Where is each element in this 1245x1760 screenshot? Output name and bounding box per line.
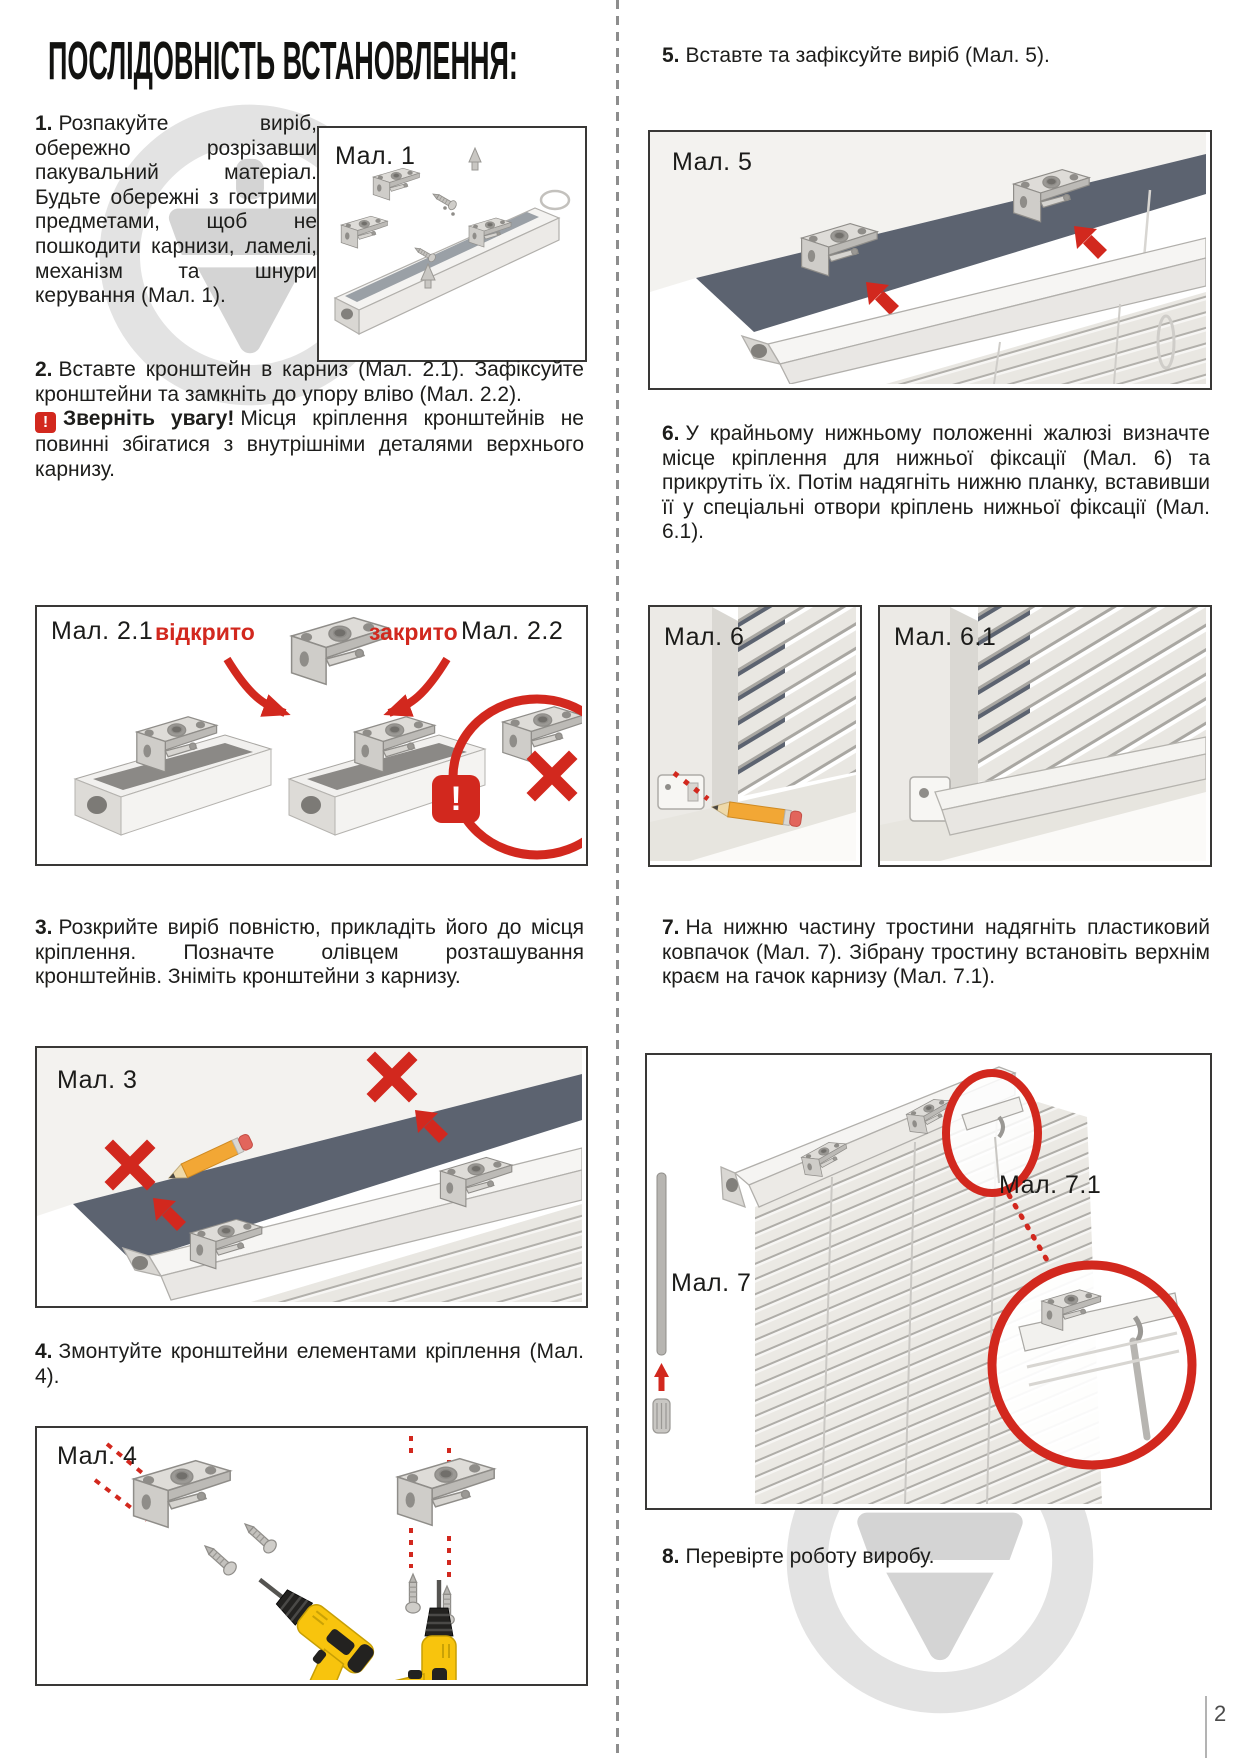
state-closed-label: закрито: [369, 619, 458, 645]
figure-6-1-box: [878, 605, 1212, 867]
figure-3-box: [35, 1046, 588, 1308]
step-text: Розкрийте виріб повністю, прикладіть його до місця кріплення. Позначте олівцем розташування кронштейнів. Зніміть кронштейни з карнизу.: [35, 916, 584, 989]
step-6: [662, 422, 1210, 545]
figure-7-label: Мал. 7: [671, 1269, 752, 1297]
figure-5-label: Мал. 5: [672, 148, 753, 176]
figure-6-1-label: Мал. 6.1: [894, 623, 997, 651]
page-number: 2: [1214, 1701, 1227, 1726]
step-5: [662, 44, 1208, 69]
figure-6-label: Мал. 6: [664, 623, 745, 651]
step-text: Розпакуйте виріб, обережно розрізавши пакувальний матеріал. Будьте обережні з гострими предметами, щоб не пошкодити карнизи, ламелі, механізм та шнури керування (Мал. 1).: [35, 112, 317, 308]
step-4: [35, 1340, 584, 1389]
step-text: На нижню частину тростини надягніть пластиковий ковпачок (Мал. 7). Зібрану тростину встановіть верхнім краєм на гачок карнизу (Мал. 7.1).: [662, 916, 1210, 989]
figure-7-box: [645, 1053, 1212, 1510]
step-7: [662, 916, 1210, 990]
figure-4-label: Мал. 4: [57, 1442, 138, 1470]
page-number-divider: [1205, 1696, 1207, 1758]
warning-icon: !: [432, 775, 480, 823]
figure-1-label: Мал. 1: [335, 142, 416, 170]
figure-3-label: Мал. 3: [57, 1066, 138, 1094]
page-title: ПОСЛІДОВНІСТЬ ВСТАНОВЛЕННЯ:: [48, 31, 518, 91]
step-number: 8.: [662, 1545, 680, 1568]
step-text: Перевірте роботу виробу.: [685, 1545, 935, 1568]
figure-1-box: [317, 126, 587, 362]
figure-6-box: [648, 605, 862, 867]
step-number: 3.: [35, 916, 53, 939]
step-text: Вставте кронштейн в карниз (Мал. 2.1). Зафіксуйте кронштейни та замкніть до упору вліво (Мал. 2.2).: [35, 358, 584, 406]
figure-2-2-label: Мал. 2.2: [461, 617, 564, 645]
step-3: [35, 916, 584, 990]
warning-text: Місця кріплення кронштейнів не повинні збігатися з внутрішніми деталями верхнього карнизу.: [35, 407, 584, 481]
step-number: 2.: [35, 358, 53, 381]
column-divider: [616, 0, 619, 1760]
step-text: У крайньому нижньому положенні жалюзі визначте місце кріплення для нижньої фіксації (Мал. 6) та прикрутіть їх. Потім надягніть нижню планку, вставивши її у спеціальні отвори кріплень нижньої фіксації (Мал. 6.1).: [662, 422, 1210, 544]
figure-5-box: [648, 130, 1212, 390]
step-number: 6.: [662, 422, 680, 445]
figure-4-box: [35, 1426, 588, 1686]
state-open-label: відкрито: [155, 619, 255, 645]
warning-icon: !: [35, 412, 56, 433]
step-2: [35, 358, 584, 482]
step-8: [662, 1545, 1210, 1570]
step-number: 7.: [662, 916, 680, 939]
warning-label: Зверніть увагу!: [63, 407, 235, 431]
step-number: 5.: [662, 44, 680, 67]
step-number: 4.: [35, 1340, 53, 1363]
step-1: [35, 112, 317, 309]
figure-7-1-label: Мал. 7.1: [999, 1171, 1102, 1199]
figure-2-box: [35, 605, 588, 866]
step-text: Вставте та зафіксуйте виріб (Мал. 5).: [685, 44, 1050, 67]
step-number: 1.: [35, 112, 53, 135]
step-text: Змонтуйте кронштейни елементами кріплення (Мал. 4).: [35, 1340, 584, 1388]
figure-2-1-label: Мал. 2.1: [51, 617, 154, 645]
warning-note: [35, 407, 584, 482]
